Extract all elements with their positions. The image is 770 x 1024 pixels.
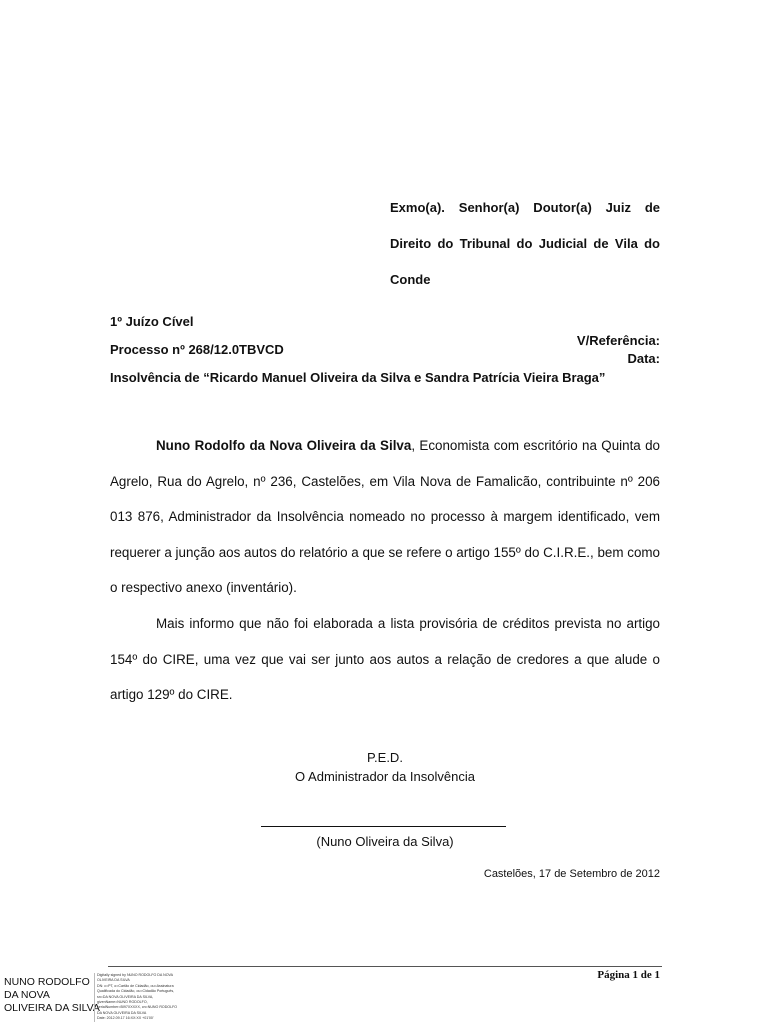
sig-detail-line: givenName=NUNO RODOLFO, [97,1000,148,1005]
sig-detail-line: DN: c=PT, o=Cartão de Cidadão, ou=Assinatura [97,983,174,988]
signature-line [261,826,506,827]
sig-detail-line: sn=DA NOVA OLIVEIRA DA SILVA, [97,994,154,999]
signer-line-3: OLIVEIRA DA SILVA [4,1002,100,1014]
sig-detail-line: serialNumber=BI97XXXXX, cn=NUNO RODOLFO [97,1005,178,1010]
letter-body [110,428,660,713]
sig-detail-line: Qualificada do Cidadão, ou=Cidadão Português, [97,989,175,994]
sig-detail-line: OLIVEIRA DA SILVA [97,978,130,983]
digital-signature-name [4,976,100,1015]
page-number: Página 1 de 1 [597,969,660,981]
insolvency-title: Insolvência de “Ricardo Manuel Oliveira da Silva e Sandra Patrícia Vieira Braga” [110,370,606,385]
paragraph-2: Mais informo que não foi elaborada a lista provisória de créditos prevista no artigo 154º do CIRE, uma vez que vai ser junto aos autos a relação de credores a que alude o artigo 129º do CIRE. [110,615,660,703]
addressee-line-1: Exmo(a). Senhor(a) Doutor(a) Juiz de [390,200,660,215]
date-label: Data: [627,351,660,366]
digital-signature-details [94,973,197,1022]
process-number: Processo nº 268/12.0TBVCD [110,342,284,357]
addressee-line-2: Direito do Tribunal do Judicial de Vila do [390,236,660,251]
sig-detail-line: DA NOVA OLIVEIRA DA SILVA [97,1010,147,1015]
footer-divider [108,966,662,967]
signatory-role: O Administrador da Insolvência [295,769,475,784]
court-section: 1º Juízo Cível [110,314,194,329]
addressee-line-3: Conde [390,272,431,287]
place-and-date: Castelões, 17 de Setembro de 2012 [483,868,660,880]
signer-line-1: NUNO RODOLFO [4,976,90,988]
paragraph-1-text: , Economista com escritório na Quinta do Agrelo, Rua do Agrelo, nº 236, Castelões, em Vila Nova de Famalicão, contribuinte nº 206 013 876, Administrador da Insolvência nomeado no processo à margem identificado, vem requerer a junção aos autos do relatório a que se refere o artigo 155º do C.I.R.E., bem como o respectivo anexo (inventário). [110,438,660,596]
sig-detail-line: Digitally signed by NUNO RODOLFO DA NOVA [97,973,174,977]
paragraph-1 [110,428,660,606]
administrator-name: Nuno Rodolfo da Nova Oliveira da Silva [156,438,412,453]
signatory-name: (Nuno Oliveira da Silva) [316,834,454,849]
signer-line-2: DA NOVA [4,989,50,1001]
addressee-block [390,190,660,298]
reference-label: V/Referência: [576,333,660,348]
ped-text: P.E.D. [367,750,403,765]
sig-detail-line: Date: 2012.09.17 16:XX:XX +01'00' [97,1016,154,1021]
